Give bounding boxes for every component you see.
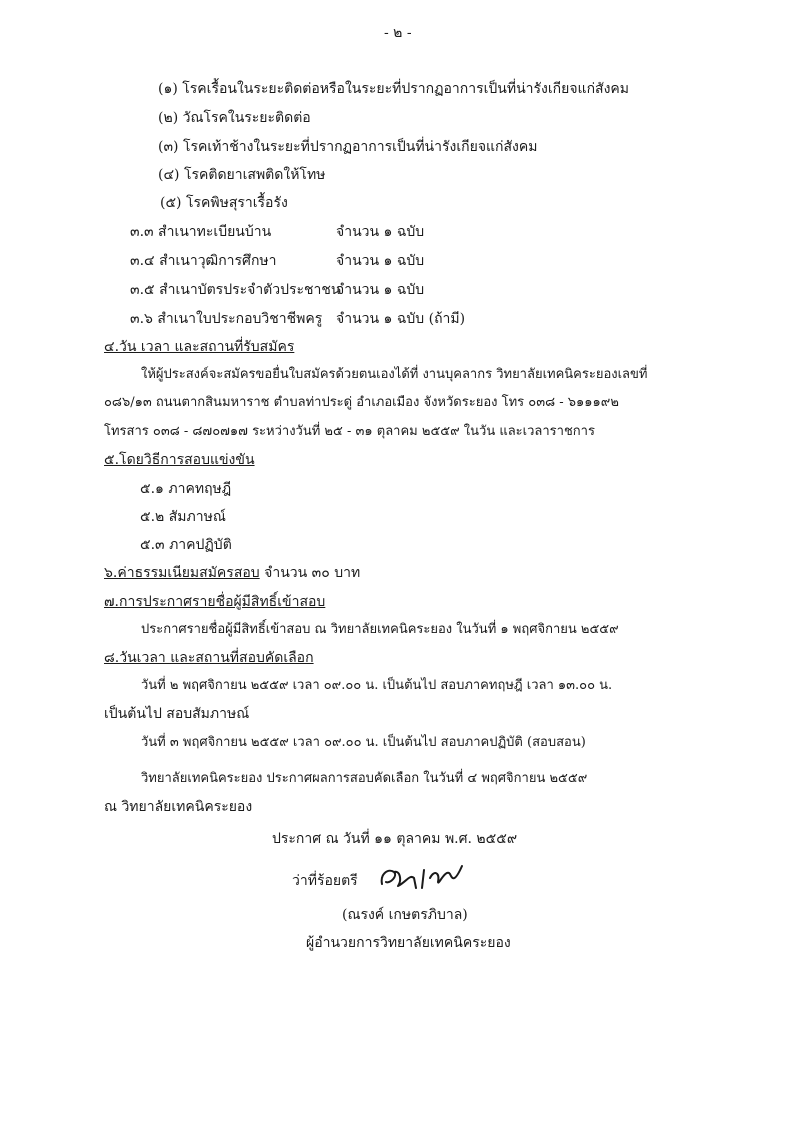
announce-line2: ณ วิทยาลัยเทคนิคระยอง <box>104 799 253 815</box>
section6-heading: ๖.ค่าธรรมเนียมสมัครสอบ <box>104 565 260 581</box>
disease-item-5: (๕) โรคพิษสุราเรื้อรัง <box>160 195 288 211</box>
signer-title: ผู้อำนวยการวิทยาลัยเทคนิคระยอง <box>306 935 511 951</box>
section5-item: ๕.๑ ภาคทฤษฎี <box>140 481 232 497</box>
section8-line2: เป็นต้นไป สอบสัมภาษณ์ <box>104 706 250 722</box>
document-qty: จำนวน ๑ ฉบับ <box>336 253 425 269</box>
document-label: ๓.๔ สำเนาวุฒิการศึกษา <box>130 253 277 269</box>
handwritten-signature <box>376 860 466 894</box>
document-qty: จำนวน ๑ ฉบับ <box>336 282 425 298</box>
section5-item: ๕.๒ สัมภาษณ์ <box>140 509 226 525</box>
section7-heading: ๗.การประกาศรายชื่อผู้มีสิทธิ์เข้าสอบ <box>104 594 326 610</box>
section7-line1: ประกาศรายชื่อผู้มีสิทธิ์เข้าสอบ ณ วิทยาลัยเทคนิคระยอง ในวันที่ ๑ พฤศจิกายน ๒๕๕๙ <box>141 622 619 637</box>
section8-line3: วันที่ ๓ พฤศจิกายน ๒๕๕๙ เวลา ๐๙.๐๐ น. เป็นต้นไป สอบภาคปฏิบัติ (สอบสอน) <box>141 735 586 750</box>
section8-line1: วันที่ ๒ พฤศจิกายน ๒๕๕๙ เวลา ๐๙.๐๐ น. เป็นต้นไป สอบภาคทฤษฎี เวลา ๑๓.๐๐ น. <box>141 678 613 693</box>
section5-item: ๕.๓ ภาคปฏิบัติ <box>140 537 232 553</box>
disease-item-1: (๑) โรคเรื้อนในระยะติดต่อหรือในระยะที่ปรากฏอาการเป็นที่น่ารังเกียจแก่สังคม <box>158 81 630 97</box>
section4-heading: ๔.วัน เวลา และสถานที่รับสมัคร <box>104 339 295 355</box>
section4-line2: ๐๘๖/๑๓ ถนนตากสินมหาราช ตำบลท่าประดู่ อำเภอเมือง จังหวัดระยอง โทร ๐๓๘ - ๖๑๑๑๙๒ <box>104 395 619 410</box>
document-qty: จำนวน ๑ ฉบับ <box>336 224 425 240</box>
section6 <box>104 564 360 582</box>
disease-item-4: (๔) โรคติดยาเสพติดให้โทษ <box>158 167 326 183</box>
document-label: ๓.๓ สำเนาทะเบียนบ้าน <box>130 224 272 240</box>
signer-name: (ณรงค์ เกษตรภิบาล) <box>342 907 468 923</box>
document-label: ๓.๕ สำเนาบัตรประจำตัวประชาชน <box>130 282 341 298</box>
document-qty: จำนวน ๑ ฉบับ (ถ้ามี) <box>336 311 466 327</box>
section6-rest: จำนวน ๓๐ บาท <box>264 565 361 581</box>
section5-heading: ๕.โดยวิธีการสอบแข่งขัน <box>104 452 255 468</box>
section8-heading: ๘.วันเวลา และสถานที่สอบคัดเลือก <box>104 650 314 666</box>
disease-item-3: (๓) โรคเท้าช้างในระยะที่ปรากฏอาการเป็นที่น่ารังเกียจแก่สังคม <box>158 139 538 155</box>
document-label: ๓.๖ สำเนาใบประกอบวิชาชีพครู <box>130 311 323 327</box>
disease-item-2: (๒) วัณโรคในระยะติดต่อ <box>158 110 311 126</box>
signer-rank: ว่าที่ร้อยตรี <box>292 873 358 889</box>
section4-line1: ให้ผู้ประสงค์จะสมัครขอยื่นใบสมัครด้วยตนเองได้ที่ งานบุคลากร วิทยาลัยเทคนิคระยองเลขที่ <box>141 367 648 382</box>
date-line: ประกาศ ณ วันที่ ๑๑ ตุลาคม พ.ศ. ๒๕๕๙ <box>272 831 518 847</box>
announce-line1: วิทยาลัยเทคนิคระยอง ประกาศผลการสอบคัดเลือก ในวันที่ ๔ พฤศจิกายน ๒๕๕๙ <box>141 771 588 786</box>
section4-line3: โทรสาร ๐๓๘ - ๘๗๐๗๑๗ ระหว่างวันที่ ๒๕ - ๓๑ ตุลาคม ๒๕๕๙ ในวัน และเวลาราชการ <box>104 424 595 439</box>
page-number: - ๒ - <box>384 25 412 41</box>
